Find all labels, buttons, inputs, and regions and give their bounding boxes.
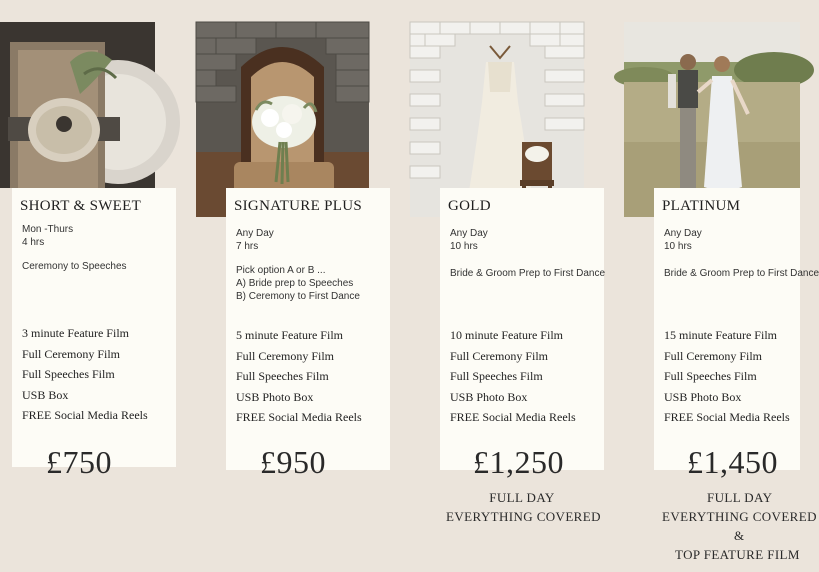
package-card-gold[interactable] <box>440 188 604 470</box>
feature-item: Full Ceremony Film <box>236 349 335 363</box>
extra-line: FULL DAY <box>707 490 773 505</box>
package-card-signature-plus[interactable] <box>226 188 390 470</box>
feature-item: FREE Social Media Reels <box>664 410 790 424</box>
package-coverage: B) Ceremony to First Dance <box>236 291 360 302</box>
feature-item: Full Speeches Film <box>450 369 543 383</box>
feature-item: USB Box <box>22 388 69 402</box>
feature-item: USB Photo Box <box>450 390 528 404</box>
package-hours: 7 hrs <box>236 241 259 252</box>
feature-item: 3 minute Feature Film <box>22 326 129 340</box>
package-price: £750 <box>46 444 112 480</box>
package-days: Mon -Thurs <box>22 224 74 235</box>
feature-item: 10 minute Feature Film <box>450 328 563 342</box>
feature-item: Full Speeches Film <box>236 369 329 383</box>
feature-item: Full Speeches Film <box>22 367 115 381</box>
feature-item: USB Photo Box <box>664 390 742 404</box>
package-price: £1,250 <box>473 444 564 480</box>
feature-item: FREE Social Media Reels <box>236 410 362 424</box>
extra-line: EVERYTHING COVERED <box>662 509 817 524</box>
extra-line: & <box>734 528 745 543</box>
package-title: SHORT & SWEET <box>20 198 142 214</box>
package-price: £950 <box>260 444 326 480</box>
extra-line: TOP FEATURE FILM <box>675 547 800 562</box>
package-title: PLATINUM <box>662 198 741 214</box>
package-photo-napkin-urchin <box>0 22 155 188</box>
feature-item: Full Speeches Film <box>664 369 757 383</box>
package-hours: 10 hrs <box>450 241 478 252</box>
feature-item: FREE Social Media Reels <box>22 408 148 422</box>
extra-line: EVERYTHING COVERED <box>446 509 601 524</box>
package-hours: 10 hrs <box>664 241 692 252</box>
package-days: Any Day <box>450 228 488 239</box>
package-card-platinum[interactable] <box>654 188 819 470</box>
feature-item: Full Ceremony Film <box>450 349 549 363</box>
package-title: GOLD <box>448 198 491 214</box>
feature-item: 15 minute Feature Film <box>664 328 777 342</box>
feature-item: Full Ceremony Film <box>664 349 763 363</box>
package-days: Any Day <box>664 228 702 239</box>
package-coverage: Bride & Groom Prep to First Dance <box>450 268 606 279</box>
package-extras <box>446 488 601 526</box>
package-card-short-sweet[interactable] <box>12 188 176 467</box>
package-title: SIGNATURE PLUS <box>234 198 362 214</box>
feature-item: USB Photo Box <box>236 390 314 404</box>
package-hours: 4 hrs <box>22 237 45 248</box>
package-coverage: Bride & Groom Prep to First Dance <box>664 268 819 279</box>
package-coverage: Pick option A or B ... <box>236 265 326 276</box>
feature-item: Full Ceremony Film <box>22 347 121 361</box>
feature-item: FREE Social Media Reels <box>450 410 576 424</box>
feature-item: 5 minute Feature Film <box>236 328 343 342</box>
extra-line: FULL DAY <box>489 490 555 505</box>
package-coverage: A) Bride prep to Speeches <box>236 278 354 289</box>
package-days: Any Day <box>236 228 274 239</box>
package-price: £1,450 <box>687 444 778 480</box>
package-coverage: Ceremony to Speeches <box>22 261 127 272</box>
package-extras <box>660 488 817 564</box>
